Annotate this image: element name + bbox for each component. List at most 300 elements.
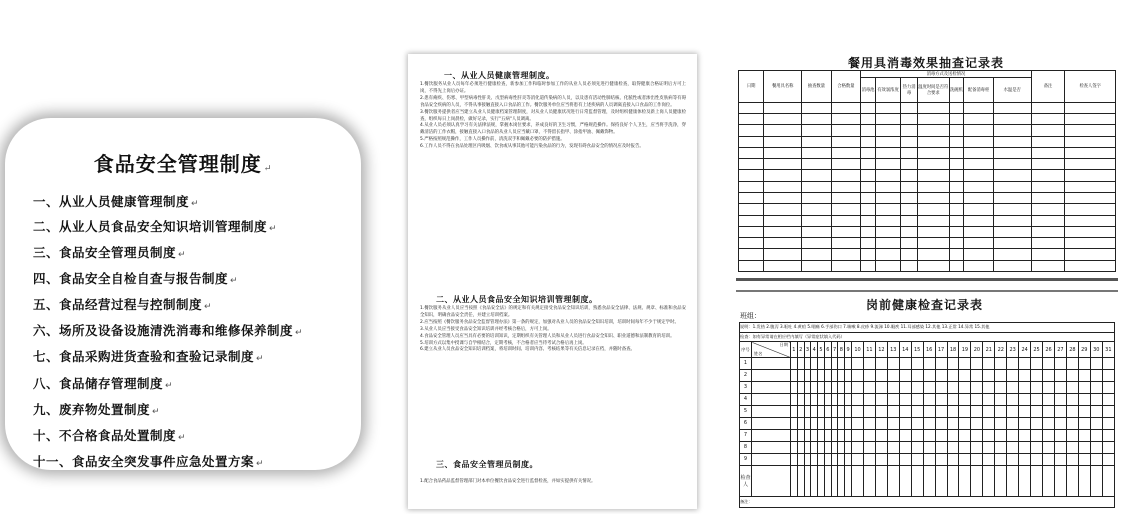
table-row [739, 260, 1116, 271]
day-header: 10 [852, 342, 864, 358]
table-cell [1054, 429, 1066, 441]
table-cell [917, 260, 949, 271]
table-cell [802, 125, 831, 136]
table-cell [875, 357, 887, 369]
table-cell [917, 102, 949, 113]
table-cell [1078, 453, 1090, 465]
table-cell [802, 159, 831, 170]
table-cell [1102, 453, 1114, 465]
table-cell [1031, 357, 1043, 369]
table-cell [752, 393, 791, 405]
table-cell [818, 405, 825, 417]
regulation-item: 十、不合格食品处置制度 ↵ [33, 428, 187, 443]
table-cell [831, 136, 860, 147]
table-cell [1090, 357, 1102, 369]
day-header: 19 [959, 342, 971, 358]
regulation-item: 七、食品采购进货查验和查验记录制度 ↵ [33, 349, 265, 365]
table-cell [1007, 453, 1019, 465]
table-cell [863, 405, 875, 417]
table-cell [875, 193, 900, 204]
table-cell [923, 369, 935, 381]
table-cell [1090, 453, 1102, 465]
regulation-item: 八、食品储存管理制度 ↵ [33, 375, 174, 391]
table-cell [964, 136, 993, 147]
paragraph: 5.严格按照规范操作，工作人员操作前，清洗双手和佩戴必要的防护措施。 [420, 137, 565, 143]
day-header: 15 [911, 342, 923, 358]
table-cell [831, 249, 860, 260]
table-cell [993, 204, 1031, 215]
table-cell [901, 193, 918, 204]
table-cell [764, 238, 802, 249]
table-cell [949, 159, 964, 170]
table-cell [887, 381, 899, 393]
table-cell [887, 429, 899, 441]
table-cell [1078, 381, 1090, 393]
table-cell [1031, 204, 1065, 215]
table-cell [964, 204, 993, 215]
table-cell [964, 147, 993, 158]
paragraph: 3.餐饮服务提供者应当建立从业人员健康档案管理制度，对从业人员健康状况进行日常监督管理，及时组织健康体检及新上岗人员健康检查，组织每日上岗晨检，做好记录，实行"五病"人员调离。 [420, 109, 686, 122]
table-row [739, 249, 1116, 260]
table-cell [901, 204, 918, 215]
table-cell [1007, 405, 1019, 417]
table-cell [1065, 204, 1116, 215]
table-cell [1054, 381, 1066, 393]
table-cell [802, 181, 831, 192]
table-cell [861, 114, 876, 125]
table-row [739, 204, 1116, 215]
table-cell [1102, 465, 1114, 496]
table-cell [964, 125, 993, 136]
table-cell [1078, 393, 1090, 405]
table-cell [1065, 147, 1116, 158]
table-cell [947, 441, 959, 453]
table-cell [993, 238, 1031, 249]
row-number: 2 [740, 369, 752, 381]
table-cell [764, 181, 802, 192]
table-cell [831, 181, 860, 192]
table-cell [752, 381, 791, 393]
row-number: 5 [740, 405, 752, 417]
table-cell [764, 170, 802, 181]
table-cell [739, 215, 764, 226]
table-cell [887, 465, 899, 496]
table-cell [1019, 417, 1031, 429]
table-cell [739, 125, 764, 136]
day-header: 8 [838, 342, 845, 358]
table-cell [935, 381, 947, 393]
table-cell [971, 441, 983, 453]
table-cell [947, 369, 959, 381]
table-cell [959, 393, 971, 405]
table-cell [797, 453, 804, 465]
table-cell [852, 429, 864, 441]
table-cell [752, 357, 791, 369]
table-cell [1065, 181, 1116, 192]
table-cell [861, 102, 876, 113]
table-cell [993, 193, 1031, 204]
table-cell [887, 405, 899, 417]
table-cell [899, 417, 911, 429]
table-cell [964, 114, 993, 125]
table-cell [845, 453, 852, 465]
col-header: 配备消毒柜 [964, 78, 993, 103]
table-cell [1065, 215, 1116, 226]
table-cell [838, 429, 845, 441]
table-cell [899, 381, 911, 393]
table-cell [1043, 453, 1055, 465]
legend-line: 说明：1.发热 2.腹泻 3.呕吐 4.黄疸 5.咽痛 6.手部伤口 7.咳嗽 8.皮疹 9.流涕 10.眼疾 11.耳部感染 12.其他 13.正常 14.异常 15.其他 [740, 323, 1115, 333]
table-cell [995, 357, 1007, 369]
table-cell [911, 465, 923, 496]
table-cell [947, 453, 959, 465]
table-cell [1054, 393, 1066, 405]
table-row [740, 417, 1115, 429]
table-cell [831, 369, 838, 381]
inspector-row [740, 465, 1115, 496]
table-cell [875, 405, 887, 417]
regulation-item: 一、从业人员健康管理制度 ↵ [33, 194, 200, 209]
table-cell [875, 393, 887, 405]
table-cell [824, 393, 831, 405]
table-cell [752, 417, 791, 429]
table-cell [995, 429, 1007, 441]
table-cell [739, 181, 764, 192]
table-cell [917, 170, 949, 181]
table-cell [875, 170, 900, 181]
section-heading: 二、从业人员食品安全知识培训管理制度。 [436, 295, 598, 304]
table-cell [949, 102, 964, 113]
table-cell [949, 136, 964, 147]
table-row [740, 369, 1115, 381]
table-cell [949, 226, 964, 237]
regulation-item: 五、食品经营过程与控制制度 ↵ [33, 297, 213, 313]
table-cell [1007, 429, 1019, 441]
table-cell [1019, 441, 1031, 453]
table-cell [1019, 357, 1031, 369]
table-cell [818, 393, 825, 405]
table-cell [797, 357, 804, 369]
table-cell [983, 357, 995, 369]
day-header: 26 [1043, 342, 1055, 358]
table-cell [949, 260, 964, 271]
table-cell [935, 393, 947, 405]
table-cell [831, 125, 860, 136]
table-cell [901, 114, 918, 125]
table-cell [949, 181, 964, 192]
table-cell [971, 465, 983, 496]
table-cell [935, 441, 947, 453]
table-cell [739, 238, 764, 249]
table-cell [899, 429, 911, 441]
paragraph: 1.餐饮服务从业人员每年必须进行健康检查，新参加工作和临时参加工作的从业人员必须先进行健康检查，取得健康合格证明后方可上岗，不得先上岗后办证。 [420, 82, 686, 94]
table-cell [863, 429, 875, 441]
table-cell [831, 429, 838, 441]
paragraph-mark-icon: ↵ [269, 223, 278, 234]
table-cell [791, 465, 798, 496]
table-cell [791, 369, 798, 381]
day-header: 3 [804, 342, 811, 358]
table-cell [752, 369, 791, 381]
table-cell [899, 465, 911, 496]
table-cell [802, 136, 831, 147]
table-cell [1031, 381, 1043, 393]
table-cell [983, 393, 995, 405]
table-cell [1043, 465, 1055, 496]
row-number: 6 [740, 417, 752, 429]
table-cell [993, 125, 1031, 136]
table-cell [1019, 465, 1031, 496]
day-header: 29 [1078, 342, 1090, 358]
paragraph: 6.工作人员不得在食品处理区内吸烟、饮食或从事其他可能污染食品的行为，发现有碍食品安全的情况应及时报告。 [420, 144, 644, 150]
table-cell [818, 453, 825, 465]
table-cell [983, 405, 995, 417]
table-cell [1065, 102, 1116, 113]
paragraph-mark-icon: ↵ [230, 275, 239, 286]
table-cell [959, 357, 971, 369]
day-header: 11 [863, 342, 875, 358]
table-cell [739, 260, 764, 271]
table-cell [993, 136, 1031, 147]
remarks-row [740, 497, 1115, 508]
table-cell [845, 405, 852, 417]
table-cell [971, 429, 983, 441]
table-cell [875, 441, 887, 453]
table-cell [797, 381, 804, 393]
table-cell [959, 429, 971, 441]
table-cell [802, 193, 831, 204]
table-cell [959, 417, 971, 429]
table-cell [1090, 381, 1102, 393]
table-cell [818, 441, 825, 453]
table-cell [935, 405, 947, 417]
day-header: 2 [797, 342, 804, 358]
table-cell [845, 465, 852, 496]
table-row [739, 114, 1116, 125]
table-cell [1090, 405, 1102, 417]
table-cell [917, 226, 949, 237]
health-table-title: 岗前健康检查记录表 [866, 298, 984, 312]
table-cell [1066, 405, 1078, 417]
paragraph-mark-icon: ↵ [165, 380, 174, 391]
table-cell [949, 170, 964, 181]
table-cell [993, 249, 1031, 260]
table-cell [1031, 441, 1043, 453]
table-cell [764, 249, 802, 260]
table-cell [983, 381, 995, 393]
table-row [739, 170, 1116, 181]
day-header: 7 [831, 342, 838, 358]
table-cell [1019, 381, 1031, 393]
table-cell [1065, 193, 1116, 204]
table-cell [995, 393, 1007, 405]
row-number: 9 [740, 453, 752, 465]
day-header: 18 [947, 342, 959, 358]
table-cell [752, 453, 791, 465]
table-cell [811, 417, 818, 429]
col-group-disinfection-method: 消毒方式及送检情况 [861, 71, 1032, 78]
table-cell [875, 465, 887, 496]
table-cell [875, 226, 900, 237]
table-cell [1007, 441, 1019, 453]
table-row [739, 181, 1116, 192]
table-cell [1090, 465, 1102, 496]
table-cell [818, 381, 825, 393]
table-cell [739, 147, 764, 158]
paragraph: 4.食品安全管理人员应当具有必要的培训知识，定期组织有关管理人员和从业人员进行食品安全知识、职业道德和法制教育的培训。 [420, 333, 675, 339]
table-cell [852, 369, 864, 381]
table-cell [831, 393, 838, 405]
paragraph: 3.从业人员应当接受食品安全知识培训并经考核合格后，方可上岗。 [420, 326, 552, 332]
table-cell [852, 465, 864, 496]
section-heading: 一、从业人员健康管理制度。 [444, 71, 555, 80]
table-cell [875, 453, 887, 465]
table-cell [875, 238, 900, 249]
table-cell [1065, 114, 1116, 125]
table-cell [935, 453, 947, 465]
table-cell [739, 114, 764, 125]
table-row [740, 393, 1115, 405]
row-number: 3 [740, 381, 752, 393]
table-cell [935, 429, 947, 441]
table-cell [811, 369, 818, 381]
table-cell [1031, 215, 1065, 226]
table-cell [861, 249, 876, 260]
table-cell [1078, 417, 1090, 429]
table-cell [845, 381, 852, 393]
table-cell [875, 369, 887, 381]
table-cell [831, 453, 838, 465]
col-header: 有效氯浓度 [875, 78, 900, 103]
table-cell [852, 381, 864, 393]
seq-header: 序号 [740, 342, 752, 358]
table-cell [1054, 369, 1066, 381]
table-cell [797, 417, 804, 429]
table-cell [838, 465, 845, 496]
table-cell [901, 238, 918, 249]
table-cell [797, 393, 804, 405]
table-cell [911, 441, 923, 453]
table-cell [875, 260, 900, 271]
table-cell [917, 125, 949, 136]
table-cell [863, 417, 875, 429]
table-cell [804, 465, 811, 496]
table-cell [863, 393, 875, 405]
table-row [739, 136, 1116, 147]
table-cell [911, 405, 923, 417]
table-cell [1031, 417, 1043, 429]
table-cell [911, 417, 923, 429]
table-cell [1066, 429, 1078, 441]
table-cell [804, 393, 811, 405]
table-cell [824, 417, 831, 429]
table-cell [811, 465, 818, 496]
table-cell [838, 417, 845, 429]
table-cell [1065, 260, 1116, 271]
col-header: 热力消毒 [901, 78, 918, 103]
row-number: 7 [740, 429, 752, 441]
table-cell [824, 441, 831, 453]
table-cell [899, 357, 911, 369]
table-cell [901, 260, 918, 271]
regulation-item: 九、废弃物处置制度 ↵ [33, 401, 161, 417]
table-cell [875, 102, 900, 113]
table-cell [764, 226, 802, 237]
table-cell [923, 441, 935, 453]
table-cell [923, 405, 935, 417]
table-cell [1066, 381, 1078, 393]
table-cell [1019, 453, 1031, 465]
table-cell [923, 453, 935, 465]
table-cell [1102, 381, 1114, 393]
table-cell [964, 159, 993, 170]
table-cell [1102, 369, 1114, 381]
regulation-document-page [408, 54, 697, 509]
table-cell [831, 193, 860, 204]
paragraph-mark-icon: ↵ [178, 249, 187, 260]
paragraph-mark-icon: ↵ [191, 199, 200, 209]
table-cell [993, 147, 1031, 158]
paragraph: 4.从业人员必须认真学习有关法律法规，掌握本岗位要求，养成良好的卫生习惯，严格规范操作。保持良好个人卫生，应当将手洗净，穿戴清洁的工作衣帽，接触直接入口食品的从业人员应当戴口罩，不得留长指甲、涂指甲油、佩戴饰物。 [420, 123, 686, 136]
table-cell [863, 381, 875, 393]
table-cell [995, 417, 1007, 429]
regulation-item: 十一、食品安全突发事件应急处置方案 ↵ [33, 454, 265, 470]
table-cell [1043, 393, 1055, 405]
table-cell [831, 170, 860, 181]
table-cell [811, 405, 818, 417]
table-cell [764, 215, 802, 226]
table-cell [917, 193, 949, 204]
table-cell [752, 429, 791, 441]
regulation-item: 二、从业人员食品安全知识培训管理制度 ↵ [33, 218, 278, 234]
table-cell [838, 393, 845, 405]
table-cell [831, 159, 860, 170]
table-cell [1043, 381, 1055, 393]
day-header: 6 [824, 342, 831, 358]
table-cell [1090, 417, 1102, 429]
table-cell [1066, 417, 1078, 429]
table-cell [1090, 429, 1102, 441]
table-cell [1031, 453, 1043, 465]
table-cell [764, 204, 802, 215]
table-cell [993, 114, 1031, 125]
col-header-inspector: 检查人签字 [1065, 71, 1116, 103]
table-cell [791, 357, 798, 369]
remarks-label: 备注： [740, 497, 1115, 508]
table-cell [818, 417, 825, 429]
table-cell [861, 136, 876, 147]
table-row [740, 441, 1115, 453]
table-cell [947, 357, 959, 369]
table-cell [899, 393, 911, 405]
table-cell [917, 238, 949, 249]
table-cell [739, 136, 764, 147]
table-cell [861, 170, 876, 181]
table-cell [1031, 429, 1043, 441]
table-cell [861, 181, 876, 192]
table-row [740, 381, 1115, 393]
table-cell [971, 357, 983, 369]
table-cell [887, 393, 899, 405]
table-cell [739, 204, 764, 215]
table-cell [1090, 441, 1102, 453]
table-cell [1065, 159, 1116, 170]
row-number: 8 [740, 441, 752, 453]
table-cell [863, 357, 875, 369]
day-header: 21 [983, 342, 995, 358]
table-cell [838, 381, 845, 393]
table-cell [911, 453, 923, 465]
